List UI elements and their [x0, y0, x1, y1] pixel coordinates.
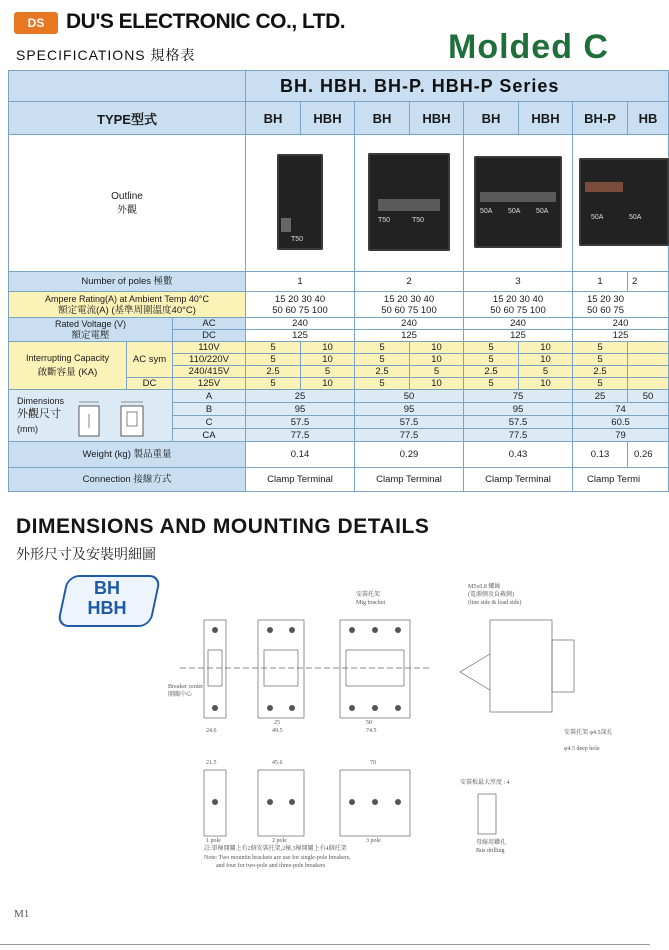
dim-value: 74: [573, 403, 669, 416]
drawing-label: (電源側及負載側): [468, 592, 514, 598]
drawing-label: Breaker center: [168, 684, 204, 690]
ic-voltage: 125V: [173, 378, 246, 390]
dimension-sketch-icon: [73, 396, 153, 440]
poles-value: 2: [355, 272, 464, 292]
drawing-dimension: 45.6: [272, 760, 283, 766]
drawing-label: Bus drilling: [476, 848, 505, 854]
ampere-values: [464, 292, 573, 318]
ic-value: 5: [464, 342, 519, 354]
ac-voltage: 240: [573, 318, 669, 330]
type-cell: HBH: [410, 102, 464, 135]
specification-table: [8, 70, 669, 492]
ampere-line: 50 60 75 100: [272, 304, 328, 316]
ampere-label-en: Ampere Rating(A) at Ambient Temp 40°C: [45, 293, 210, 304]
dim-value: 75: [464, 390, 573, 403]
ampere-values: [246, 292, 355, 318]
ac-voltage: 240: [464, 318, 573, 330]
ampere-line: 50 60 75: [587, 304, 624, 316]
dc-voltage: 125: [573, 330, 669, 342]
weight-value: 0.14: [246, 442, 355, 468]
breaker-tag: 50A: [508, 207, 521, 215]
drawing-dimension: 50: [366, 720, 372, 726]
interrupting-zh: 啟斷容量 (KA): [37, 367, 98, 378]
type-label: TYPE型式: [9, 102, 246, 135]
drawing-dimension: 3 pole: [366, 838, 381, 844]
type-cell: HBH: [301, 102, 355, 135]
dim-value: 57.5: [464, 416, 573, 429]
drawing-dimension: 2 pole: [272, 838, 287, 844]
ic-value: 10: [301, 378, 355, 390]
mounting-drawing: [160, 580, 640, 880]
type-cell: HB: [628, 102, 669, 135]
ic-value: 10: [301, 354, 355, 366]
dim-value: 95: [355, 403, 464, 416]
drawing-label: M5x0.8 螺絲: [468, 584, 501, 590]
ic-value: 5: [464, 354, 519, 366]
dim-value: 77.5: [355, 429, 464, 442]
interrupting-en: Interrupting Capacity: [25, 353, 110, 363]
type-cell: HBH: [519, 102, 573, 135]
poles-value: 2: [628, 272, 669, 292]
breaker-photo-plug-in: [573, 135, 669, 272]
drawing-dimension: 24.6: [206, 728, 217, 734]
breaker-photo-1pole: [246, 135, 355, 272]
ic-value: 5: [355, 342, 410, 354]
series-badge-text: [62, 578, 152, 618]
ic-value: 2.5: [464, 366, 519, 378]
drawing-dimension: 1 pole: [206, 838, 221, 844]
ic-value: 10: [410, 342, 464, 354]
ac-voltage: 240: [246, 318, 355, 330]
ic-value: 10: [519, 342, 573, 354]
drawing-dimension: 70: [370, 760, 376, 766]
dim-value: 25: [573, 390, 628, 403]
company-logo: DS: [14, 12, 58, 34]
type-cell: BH-P: [573, 102, 628, 135]
drawing-label: 開關中心: [168, 692, 193, 698]
drawing-label: 安裝托架 φ4.5深孔: [564, 730, 613, 736]
badge-line: BH: [94, 578, 120, 598]
weight-value: 0.13: [573, 442, 628, 468]
dim-label: C: [173, 416, 246, 429]
outline-label-zh: 外觀: [117, 204, 137, 216]
dim-value: 77.5: [246, 429, 355, 442]
dimensions-subtitle: 外形尺寸及安裝明細圖: [16, 546, 156, 562]
ic-value: 5: [464, 378, 519, 390]
dc-voltage: 125: [246, 330, 355, 342]
poles-value: 1: [573, 272, 628, 292]
drawing-label: φ4.5 deep hole: [564, 746, 600, 752]
ampere-line: 15 20 30 40: [492, 293, 544, 305]
dimensions-label: [9, 390, 173, 442]
dim-label: B: [173, 403, 246, 416]
product-title: Molded C: [448, 28, 609, 66]
dim-value: 50: [355, 390, 464, 403]
dimensions-zh: 外觀尺寸: [17, 408, 61, 420]
ampere-label-zh: 額定電流(A) (基準周圍溫度40°C): [58, 304, 196, 316]
dim-value: 95: [246, 403, 355, 416]
ic-value: 5: [573, 342, 628, 354]
ampere-line: 50 60 75 100: [381, 304, 437, 316]
ic-value: 5: [573, 378, 628, 390]
type-cell: BH: [464, 102, 519, 135]
drawing-dimension: 25: [274, 720, 280, 726]
poles-label: Number of poles 極數: [9, 272, 246, 292]
ac-label: AC: [173, 318, 246, 330]
ampere-line: 50 60 75 100: [490, 304, 546, 316]
type-cell: BH: [355, 102, 410, 135]
dim-value: 50: [628, 390, 669, 403]
page-label: M1: [14, 908, 30, 920]
breaker-tag: T50: [291, 235, 304, 243]
ampere-values: [573, 292, 669, 318]
ic-value: 2.5: [573, 366, 628, 378]
connection-value: Clamp Terminal: [464, 468, 573, 492]
dimensions-title: DIMENSIONS AND MOUNTING DETAILS: [16, 515, 430, 538]
ic-value: 5: [246, 378, 301, 390]
ic-value: 2.5: [355, 366, 410, 378]
company-name: DU'S ELECTRONIC CO., LTD.: [66, 10, 346, 33]
ic-value: 5: [355, 378, 410, 390]
weight-value: 0.29: [355, 442, 464, 468]
badge-line: HBH: [87, 598, 127, 618]
ic-voltage: 110V: [173, 342, 246, 354]
dim-value: 95: [464, 403, 573, 416]
dimensions-en: Dimensions: [17, 396, 65, 406]
ic-voltage: 110/220V: [173, 354, 246, 366]
ic-value: 5: [246, 342, 301, 354]
ic-value: 5: [519, 366, 573, 378]
drawing-label: 安裝板最大厚度 : 4: [460, 780, 510, 786]
poles-value: 1: [246, 272, 355, 292]
dimensions-unit: (mm): [17, 424, 38, 434]
ic-value: 5: [410, 366, 464, 378]
ampere-line: 15 20 30 40: [383, 293, 435, 305]
breaker-photo-2pole: [355, 135, 464, 272]
dim-value: 25: [246, 390, 355, 403]
dc-label: DC: [173, 330, 246, 342]
outline-label-en: Outline: [111, 190, 143, 202]
breaker-tag: T50: [412, 216, 425, 224]
dim-value: 57.5: [246, 416, 355, 429]
ic-value: 10: [519, 378, 573, 390]
series-title: BH. HBH. BH-P. HBH-P Series: [246, 71, 669, 102]
drawing-label: (line side & load side): [468, 600, 522, 606]
breaker-tag: 50A: [536, 207, 549, 215]
breaker-tag: 50A: [480, 207, 493, 215]
ic-value: 10: [410, 354, 464, 366]
drawing-dimension: 49.5: [272, 728, 283, 734]
ic-value: 5: [246, 354, 301, 366]
footer-divider: [0, 944, 650, 945]
rated-voltage-zh: 額定電壓: [71, 329, 110, 341]
dim-value: 77.5: [464, 429, 573, 442]
dim-value: 79: [573, 429, 669, 442]
drawing-note: 註:單極開關上有2個安裝托架,2極,3極開關上有4個托架: [204, 846, 347, 852]
drawing-label: Mtg bracket: [356, 600, 386, 606]
ampere-line: 15 20 30 40: [274, 293, 326, 305]
rated-voltage-label: [9, 318, 173, 342]
type-cell: BH: [246, 102, 301, 135]
weight-label: Weight (kg) 製品重量: [9, 442, 246, 468]
connection-value: Clamp Termi: [573, 468, 669, 492]
drawing-note: Note: Two mountin brackets are use for single-pole breakers,: [204, 855, 351, 861]
breaker-tag: 50A: [629, 213, 642, 221]
outline-label: [9, 135, 246, 272]
ampere-line: 15 20 30: [587, 293, 624, 305]
ic-value: 5: [301, 366, 355, 378]
dim-value: 60.5: [573, 416, 669, 429]
interrupting-capacity-label: [9, 342, 127, 390]
drawing-dimension: 21.5: [206, 760, 217, 766]
drawing-note: and four for two-pole and three-pole breakers: [216, 863, 326, 869]
drawing-label: 母線用鑽孔: [476, 840, 507, 846]
ic-value: 2.5: [246, 366, 301, 378]
ic-value: 10: [410, 378, 464, 390]
rated-voltage-en: Rated Voltage (V): [54, 318, 127, 329]
breaker-photo-3pole: [464, 135, 573, 272]
dim-label: CA: [173, 429, 246, 442]
dc-label: DC: [127, 378, 173, 390]
dc-voltage: 125: [355, 330, 464, 342]
drawing-dimension: 74.5: [366, 728, 377, 734]
weight-value: 0.43: [464, 442, 573, 468]
ampere-values: [355, 292, 464, 318]
ac-voltage: 240: [355, 318, 464, 330]
ac-sym-label: AC sym: [127, 342, 173, 378]
ic-value: 5: [355, 354, 410, 366]
poles-value: 3: [464, 272, 573, 292]
connection-value: Clamp Terminal: [246, 468, 355, 492]
drawing-label: 安裝托架: [356, 592, 381, 598]
weight-value: 0.26: [628, 442, 669, 468]
dim-label: A: [173, 390, 246, 403]
ic-value: 10: [519, 354, 573, 366]
dc-voltage: 125: [464, 330, 573, 342]
ic-voltage: 240/415V: [173, 366, 246, 378]
breaker-tag: T50: [378, 216, 391, 224]
ampere-label: [9, 292, 246, 318]
specifications-label: SPECIFICATIONS 規格表: [16, 47, 196, 63]
breaker-tag: 50A: [591, 213, 604, 221]
ic-value: 5: [573, 354, 628, 366]
connection-value: Clamp Terminal: [355, 468, 464, 492]
ic-value: 10: [301, 342, 355, 354]
connection-label: Connection 接線方式: [9, 468, 246, 492]
dim-value: 57.5: [355, 416, 464, 429]
